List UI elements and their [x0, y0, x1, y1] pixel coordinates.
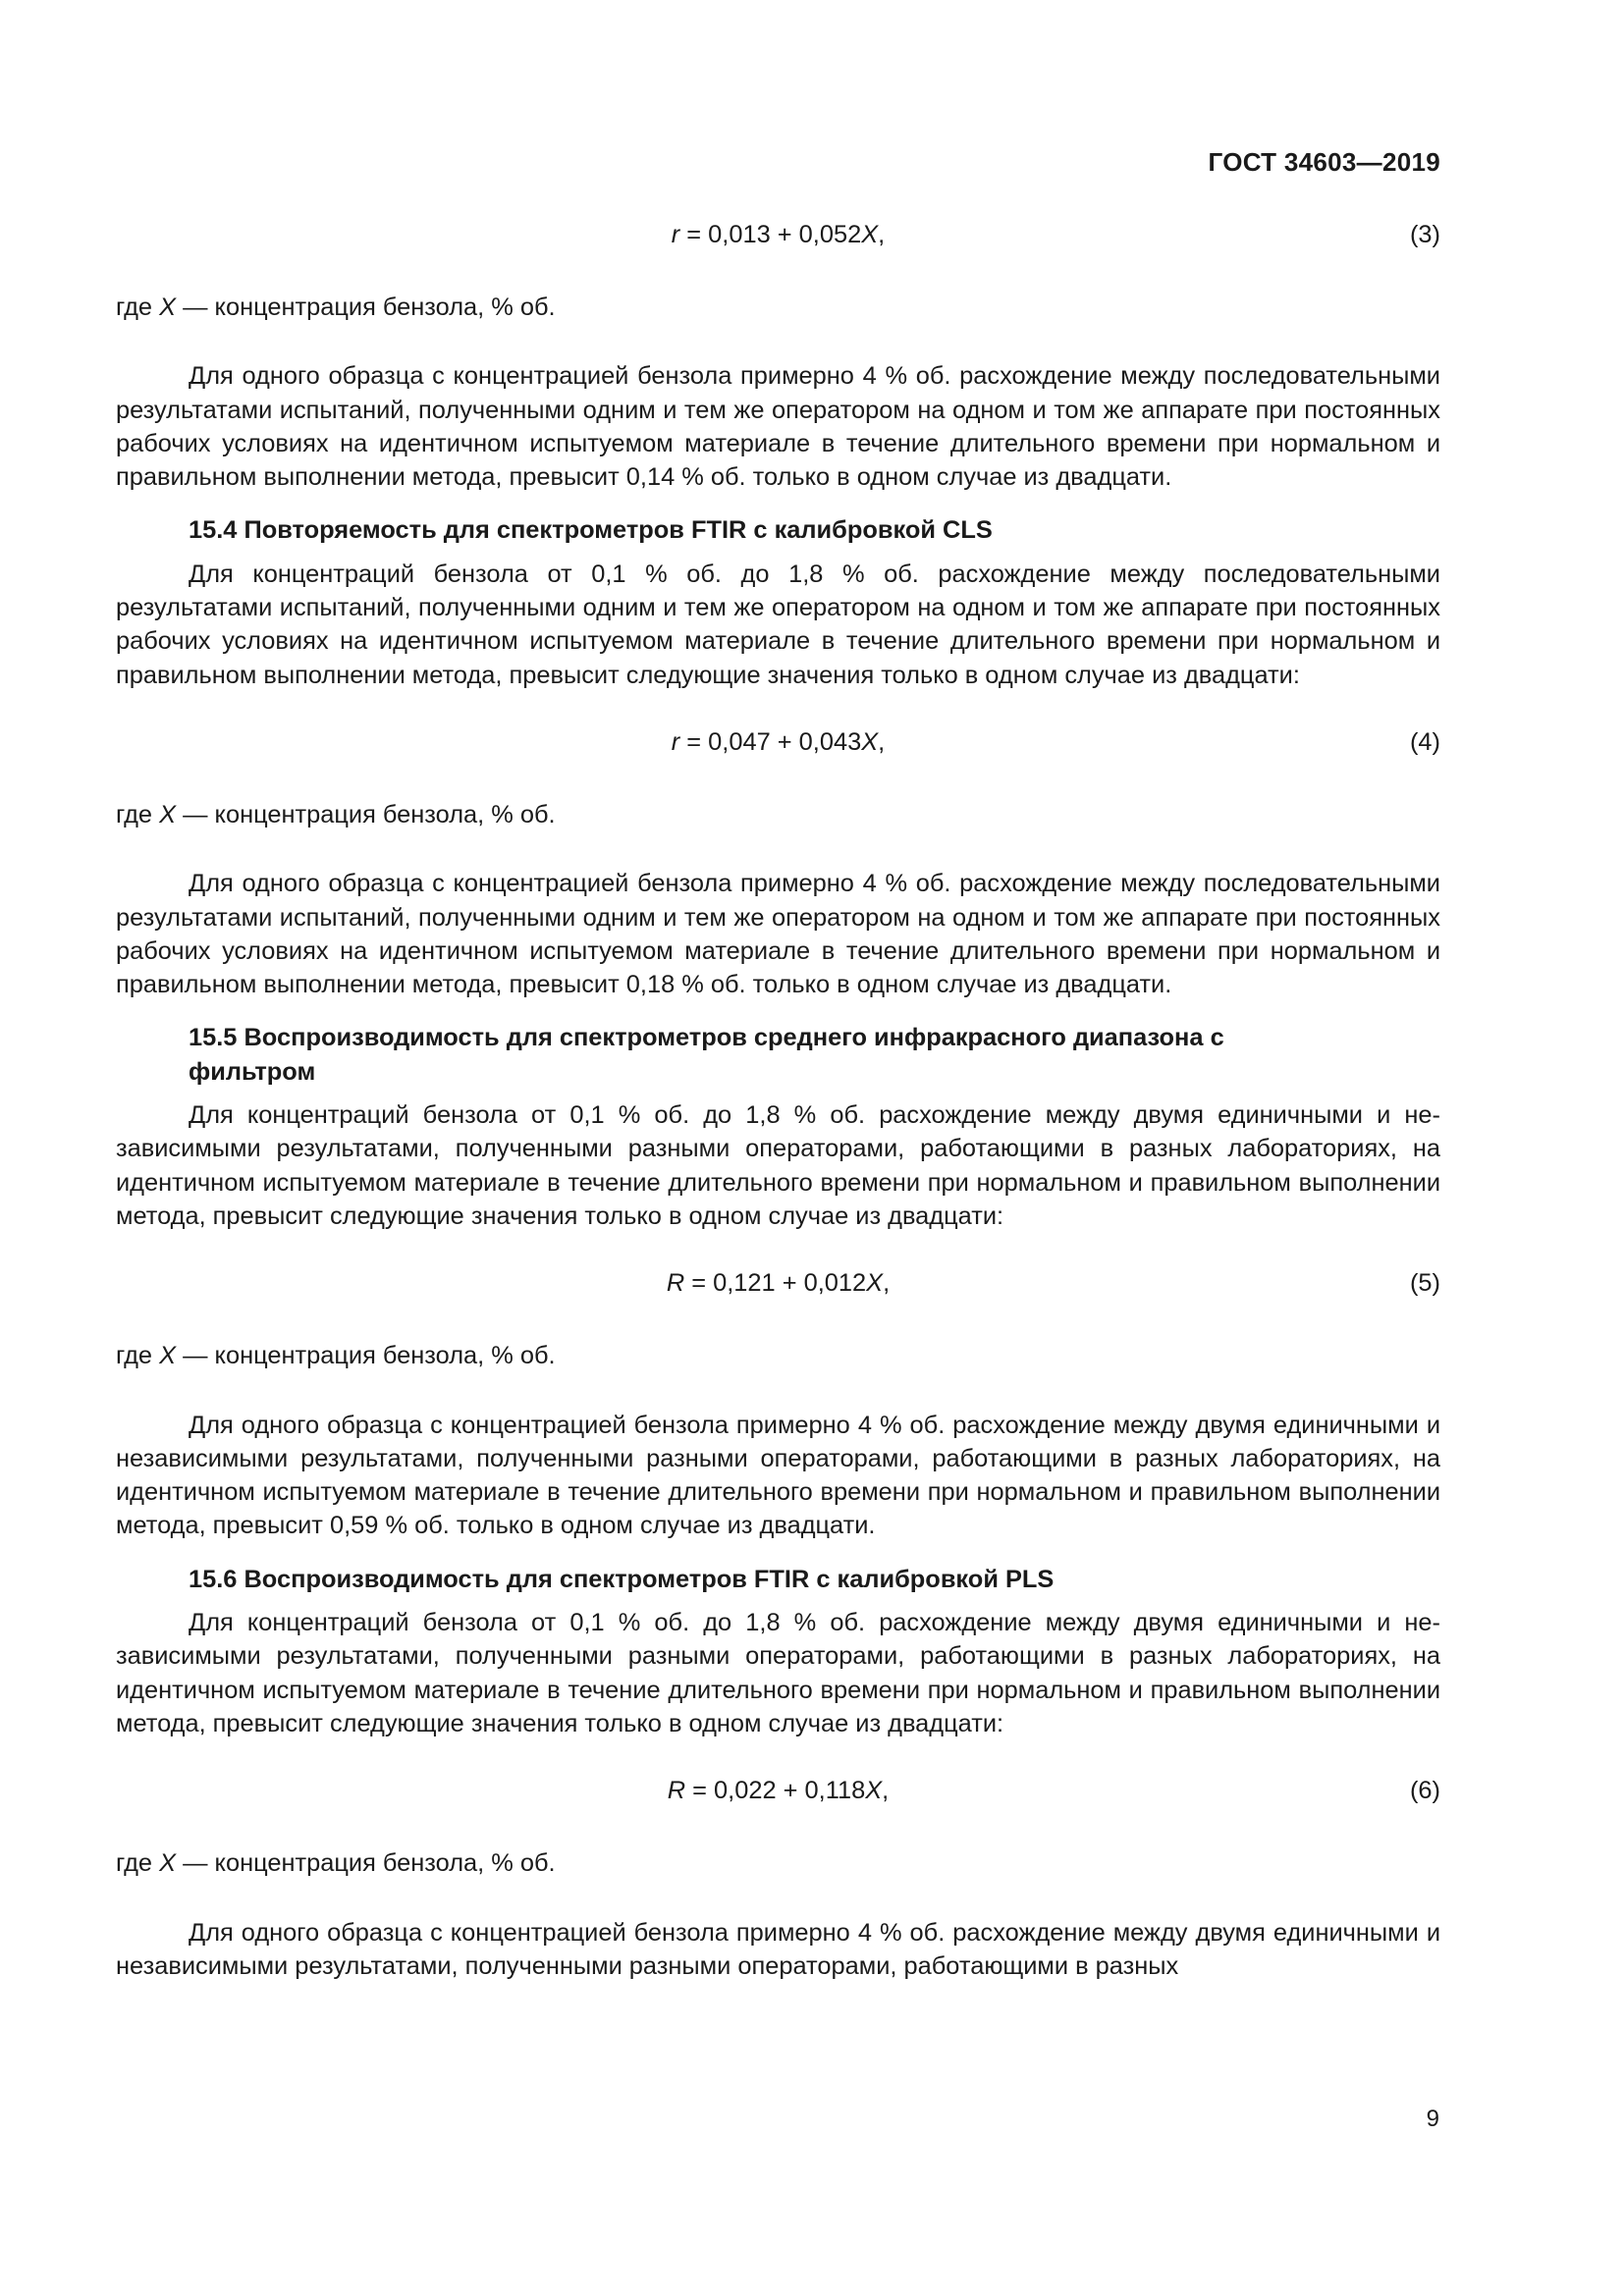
formula-number: (3)	[1409, 221, 1440, 248]
formula-x: X	[865, 1777, 883, 1805]
where-prefix: где	[116, 294, 160, 321]
formula-4	[116, 725, 1440, 759]
where-variable: X	[159, 1342, 177, 1370]
formula-x: X	[861, 727, 879, 756]
formula-expression	[116, 1774, 1440, 1807]
formula-variable: r	[671, 727, 680, 756]
formula-number: (4)	[1409, 727, 1440, 756]
page-number: 9	[1426, 2106, 1439, 2132]
variable-definition	[116, 798, 1440, 831]
formula-expression	[116, 725, 1440, 759]
paragraph: Для концентраций бензола от 0,1 % об. до 1,8 % об. расхождение между последовательными результатами испытаний, полученными одним и тем же оператором на одном и том же аппарате при постоянных рабочих условиях на идентичном испытуемом материале в течение длительного времени при нормальном и правильном выполнении метода, превысит следующие значения только в одном случае из двадцати:	[116, 560, 1440, 689]
section-heading-15-5: 15.5 Воспроизводимость для спектрометров среднего инфракрасного диапазона с фильтром	[189, 1024, 1224, 1086]
variable-definition	[116, 1846, 1440, 1880]
page-content	[116, 218, 1440, 1983]
paragraph: Для концентраций бензола от 0,1 % об. до 1,8 % об. расхождение между двумя единичными и независимыми результатами, полученными разными операторами, работающими в разных лабораториях, на идентичном испытуемом материале в течение длительного времени при нормальном и правильном выполнении метода, превысит следующие значения только в одном случае из двадцати:	[116, 1609, 1440, 1737]
where-variable: X	[159, 800, 177, 828]
formula-rhs: = 0,121 + 0,012	[684, 1269, 867, 1298]
formula-6	[116, 1774, 1440, 1807]
formula-expression	[116, 1266, 1440, 1300]
formula-rhs: = 0,013 + 0,052	[679, 221, 862, 248]
formula-expression	[116, 218, 1440, 251]
formula-number: (6)	[1409, 1777, 1440, 1805]
formula-number: (5)	[1409, 1269, 1440, 1298]
formula-tail: ,	[883, 1269, 891, 1298]
paragraph: Для одного образца с концентрацией бензола примерно 4 % об. расхождение между двумя единичными и независимыми результатами, полученными разными операторами, работающими в разных лабораториях, на идентичном испытуемом материале в течение длительного времени при нормальном и правильном выполнении метода, превысит 0,59 % об. только в одном случае из двадцати.	[116, 1411, 1440, 1540]
formula-tail: ,	[878, 221, 886, 248]
formula-x: X	[866, 1269, 884, 1298]
formula-variable: r	[671, 221, 680, 248]
section-heading-15-4: 15.4 Повторяемость для спектрометров FTIR с калибровкой CLS	[189, 516, 993, 545]
where-prefix: где	[116, 1849, 160, 1878]
where-text: — концентрация бензола, % об.	[176, 1849, 556, 1878]
where-prefix: где	[116, 800, 160, 828]
where-text: — концентрация бензола, % об.	[176, 1342, 556, 1370]
paragraph: Для концентраций бензола от 0,1 % об. до 1,8 % об. расхождение между двумя единичными и независимыми результатами, полученными разными операторами, работающими в разных лабораториях, на идентичном испытуемом материале в течение длительного времени при нормальном и правильном выполнении метода, превысит следующие значения только в одном случае из двадцати:	[116, 1101, 1440, 1230]
formula-rhs: = 0,047 + 0,043	[679, 727, 862, 756]
formula-variable: R	[667, 1777, 686, 1805]
document-header: ГОСТ 34603—2019	[1208, 147, 1440, 177]
paragraph: Для одного образца с концентрацией бензола примерно 4 % об. расхождение между последовательными результатами испытаний, полученными одним и тем же оператором на одном и том же аппарате при постоянных рабочих условиях на идентичном испытуемом материале в течение длительного времени при нормальном и правильном выполнении метода, превысит 0,18 % об. только в одном случае из двадцати.	[116, 870, 1440, 999]
where-variable: X	[159, 1849, 177, 1878]
formula-5	[116, 1266, 1440, 1300]
formula-x: X	[861, 221, 879, 248]
formula-tail: ,	[882, 1777, 890, 1805]
variable-definition	[116, 1339, 1440, 1372]
formula-rhs: = 0,022 + 0,118	[685, 1777, 866, 1805]
where-text: — концентрация бензола, % об.	[176, 294, 556, 321]
paragraph: Для одного образца с концентрацией бензола примерно 4 % об. расхождение между последовательными результатами испытаний, полученными одним и тем же оператором на одном и том же аппарате при постоянных рабочих условиях на идентичном испытуемом материале в течение длительного времени при нормальном и правильном выполнении метода, превысит 0,14 % об. только в одном случае из двадцати.	[116, 362, 1440, 492]
variable-definition	[116, 291, 1440, 324]
section-heading-15-6: 15.6 Воспроизводимость для спектрометров FTIR с калибровкой PLS	[189, 1565, 1055, 1593]
paragraph: Для одного образца с концентрацией бензола примерно 4 % об. расхождение между двумя единичными и независимыми результатами, полученными разными операторами, работающими в разных	[116, 1918, 1440, 1980]
where-prefix: где	[116, 1342, 160, 1370]
formula-tail: ,	[878, 727, 886, 756]
where-variable: X	[159, 294, 177, 321]
where-text: — концентрация бензола, % об.	[176, 800, 556, 828]
formula-3	[116, 218, 1440, 251]
formula-variable: R	[666, 1269, 685, 1298]
